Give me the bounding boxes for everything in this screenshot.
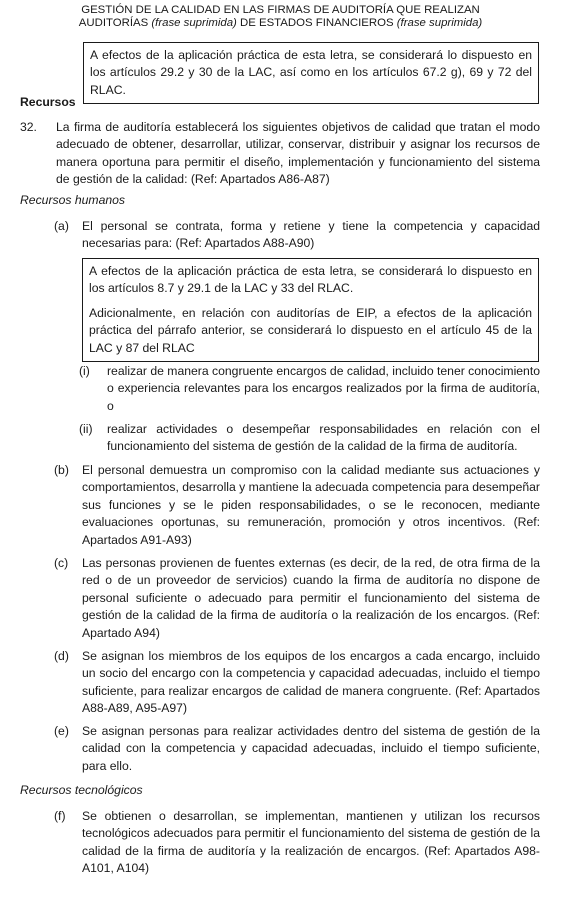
paragraph-32: La firma de auditoría establecerá los siguientes objetivos de calidad que tratan el modo adecuado de obtener, desarrollar, utilizar, conservar, distribuir y asignar los recursos de manera oportuna para permitir el diseño, implementación y funcionamiento del sistema de gestión de la calidad: (Ref: Apartados A86-A87) bbox=[56, 120, 540, 187]
list-item-e bbox=[54, 723, 540, 775]
section-heading-recursos: Recursos bbox=[20, 95, 76, 109]
list-item-ii-text: realizar actividades o desempeñar responsabilidades en relación con el funcionamiento del sistema de gestión de la calidad de la firma de auditoría. bbox=[107, 422, 540, 454]
paragraph-number-32: 32. bbox=[20, 120, 37, 134]
list-item-f-label: (f) bbox=[54, 809, 66, 823]
list-item-a-text: El personal se contrata, forma y retiene y tiene la competencia y capacidad necesarias para: (Ref: Apartados A88-A90) bbox=[82, 219, 540, 251]
header-line-1: GESTIÓN DE LA CALIDAD EN LAS FIRMAS DE AUDITORÍA QUE REALIZAN bbox=[81, 4, 480, 16]
note-box-a-p2: Adicionalmente, en relación con auditorías de EIP, a efectos de la aplicación práctica del párrafo anterior, se considerará lo dispuesto en el artículo 45 de la LAC y 87 del RLAC bbox=[89, 305, 532, 355]
list-item-d bbox=[54, 648, 540, 718]
header-line2-d: (frase suprimida) bbox=[396, 17, 483, 30]
header-line2-b: (frase suprimida) bbox=[151, 17, 237, 30]
list-item-ii bbox=[79, 421, 540, 456]
note-box-a bbox=[82, 258, 539, 362]
note-box-top bbox=[83, 42, 539, 104]
header-line-2 bbox=[0, 17, 561, 30]
list-item-ii-label: (ii) bbox=[79, 422, 93, 436]
note-box-top-text: A efectos de la aplicación práctica de esta letra, se considerará lo dispuesto en los artículos 29.2 y 30 de la LAC, así como en los artículos 67.2 g), 69 y 72 del RLAC. bbox=[90, 48, 532, 97]
list-item-c bbox=[54, 555, 540, 642]
subheading-recursos-tecnologicos: Recursos tecnológicos bbox=[20, 783, 143, 797]
list-item-i-text: realizar de manera congruente encargos de calidad, incluido tener conocimiento o experiencia relevantes para los encargos realizados por la firma de auditoría, o bbox=[107, 364, 540, 413]
list-item-b bbox=[54, 462, 540, 549]
list-item-c-text: Las personas provienen de fuentes externas (es decir, de la red, de otra firma de la red o de un proveedor de servicios) cuando la firma de auditoría no dispone de personal suficiente o adecuado para permitir el funcionamiento del sistema de gestión de la calidad de la firma de auditoría o la realización de los encargos. (Ref: Apartado A94) bbox=[82, 556, 540, 640]
subheading-recursos-humanos: Recursos humanos bbox=[20, 193, 125, 207]
list-item-a bbox=[54, 218, 540, 253]
list-item-f-text: Se obtienen o desarrollan, se implementan, mantienen y utilizan los recursos tecnológicos adecuados para permitir el funcionamiento del sistema de gestión de la calidad de la firma de auditoría y la realización de encargos. (Ref: Apartados A98-A101, A104) bbox=[82, 809, 540, 876]
list-item-a-label: (a) bbox=[54, 219, 69, 233]
list-item-i-label: (i) bbox=[79, 364, 90, 378]
list-item-b-text: El personal demuestra un compromiso con la calidad mediante sus actuaciones y comportamientos, desarrolla y mantiene la adecuada competencia para desempeñar sus funciones y se le piden responsabilidades, o se le reconocen, mediante evaluaciones oportunas, su remuneración, promoción y otros incentivos. (Ref: Apartados A91-A93) bbox=[82, 463, 540, 547]
list-item-d-label: (d) bbox=[54, 649, 69, 663]
list-item-d-text: Se asignan los miembros de los equipos de los encargos a cada encargo, incluido un socio del encargo con la competencia y capacidad adecuadas, incluido el tiempo suficiente, para realizar encargos de calidad de manera congruente. (Ref: Apartados A88-A89, A95-A97) bbox=[82, 649, 540, 716]
list-item-e-label: (e) bbox=[54, 724, 69, 738]
list-item-c-label: (c) bbox=[54, 556, 69, 570]
list-item-f bbox=[54, 808, 540, 878]
list-item-e-text: Se asignan personas para realizar actividades dentro del sistema de gestión de la calidad con la competencia y capacidad adecuadas, incluido el tiempo suficiente, para ello. bbox=[82, 724, 540, 773]
list-item-i bbox=[79, 363, 540, 415]
header-line2-a: AUDITORÍAS bbox=[78, 17, 149, 30]
header-line2-c: DE ESTADOS FINANCIEROS bbox=[240, 17, 394, 30]
note-box-a-p1: A efectos de la aplicación práctica de esta letra, se considerará lo dispuesto en los artículos 8.7 y 29.1 de la LAC y 33 del RLAC. bbox=[89, 264, 532, 296]
running-header bbox=[0, 4, 561, 30]
list-item-b-label: (b) bbox=[54, 463, 69, 477]
